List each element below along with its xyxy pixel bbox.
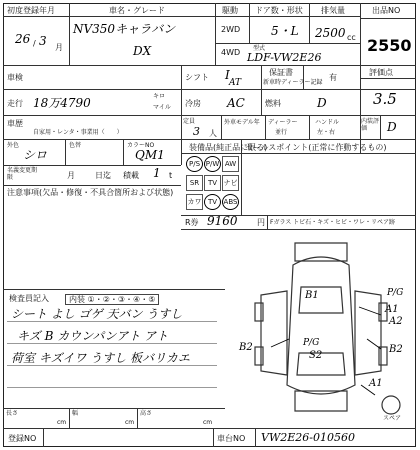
color-code-label: カラーNO (127, 142, 155, 149)
reg-month-unit: 月 (55, 43, 63, 52)
capacity-unit: 人 (209, 129, 217, 138)
divider (69, 408, 70, 428)
warranty-sub: 新車時ディーラー記録 (263, 79, 323, 86)
damage-mark-a1-rear: A1 (369, 378, 383, 389)
divider (3, 115, 360, 116)
equipment-item: ABS (222, 194, 239, 210)
dealer-label: ディーラー (268, 119, 298, 126)
damage-mark-b2-right: B2 (389, 344, 403, 355)
damage-mark-pg-right: P/G (387, 288, 404, 298)
damage-mark-b1: B1 (305, 290, 319, 301)
fuel-label: 燃料 (265, 99, 281, 108)
windshield-label: Fガラス トビ石・キズ・ヒビ・ワレ・リペア跡 (270, 219, 395, 226)
name-change-day: 日迄 (95, 171, 111, 180)
divider (215, 43, 360, 44)
inspection-class-label: 車検 (7, 73, 23, 82)
foreign-model-label: 外車モデル年 (224, 119, 260, 126)
sales-point-label: セールスポイント(正常に作動するもの) (245, 143, 387, 152)
model-label: 型式 (253, 45, 266, 52)
divider (215, 3, 216, 65)
divider (221, 115, 222, 139)
divider (213, 428, 214, 447)
inspector-note-2: キズ B カウンパンアト アト (17, 329, 169, 343)
model-value: LDF-VW2E26 (247, 51, 322, 64)
inspector-label: 検査員記入 (9, 294, 49, 303)
ruled-line (7, 343, 217, 344)
equipment-item: TV (204, 194, 221, 210)
damage-mark-a2: A2 (389, 316, 403, 327)
divider (3, 65, 416, 66)
height-label: 高さ (140, 410, 153, 417)
name-change-month: 月 (67, 171, 75, 180)
ac-label: 冷房 (185, 99, 201, 108)
damage-mark-a1-right: A1 (385, 304, 399, 315)
car-name-label: 車名・グレード (109, 6, 165, 15)
equipment-item: ナビ (222, 175, 239, 191)
doors-label: ドア数・形状 (255, 6, 303, 15)
warranty-value: 有 (329, 73, 337, 82)
lot-value: 2550 (367, 36, 412, 55)
equipment-label: 装備品(純正品に限る) (189, 143, 268, 152)
ruled-line (7, 321, 217, 322)
history-label: 車歴 (7, 119, 23, 128)
ruled-line (7, 387, 217, 388)
displacement-value: 2500 (315, 26, 346, 40)
shift-sub: AT (229, 78, 242, 88)
reg-month-value: 3 (39, 34, 47, 48)
ac-value: AC (227, 96, 245, 110)
mileage-label: 走行 (7, 99, 23, 108)
dealer-sub: 並行 (275, 129, 288, 136)
shift-label: シフト (185, 73, 209, 82)
mileage-value: 18万4790 (33, 96, 91, 110)
length-unit: cm (57, 419, 67, 426)
height-unit: cm (203, 419, 213, 426)
divider (65, 139, 66, 165)
capacity-value: 3 (193, 125, 200, 138)
car-damage-diagram (231, 235, 411, 425)
divider (261, 65, 262, 89)
equipment-item: カワ (186, 194, 203, 210)
divider (123, 139, 124, 165)
divider (43, 428, 44, 447)
auction-sheet: 初度登録年月 26 / 3 月 車名・グレード NV350キャラバン DX 駆動 2WD 4WD ドア数・形状 5・L 排気量 2500 cc 型式 LDF-VW2E26 出品NO 2550 車検 シフト I AT 保証書 新車時ディーラー記録 有 評価点 3.5 走行 18万4790 キロ マイル 冷房 AC 燃料 D 車歴 自家用・レンタ・事業用（ ） 定員 3 人 外車モデル年 ディーラー 並行 ハンドル 左・右 内装評価 D 外色 シロ 色替 カラーNO QM1 装備品(純正品に限る) セールスポイント(正常に作動するもの) 名義変更期限 月 日迄 積載 1 t 注意事項(欠品・修復・不具合箇所および状態) R券 9160 円 Fガラス トビ石・キズ・ヒビ・ワレ・リペア跡 検査員記入 内装 ①・②・③・④・⑤ シート よし ゴゲ 天バン うすし キズ B カウンパンアト アト 荷室 キズイワ うすし 板バリカエ B1 A1 A2 B2 B2 A1 P/G S2 P/G スペア 長さ cm 幅 cm 高さ cm 登録NO 車台NO VW2E26-010560 (3, 3, 416, 447)
drive-label: 駆動 (222, 6, 238, 15)
name-change-label: 名義変更期限 (7, 167, 38, 181)
divider (249, 3, 250, 43)
divider (3, 289, 225, 290)
divider (261, 89, 262, 115)
doors-value: 5・L (271, 24, 299, 38)
recycle-ticket-value: 9160 (207, 214, 238, 228)
equipment-item: TV (204, 175, 221, 191)
exterior-color-label: 外色 (7, 142, 20, 149)
interior-score-value: D (387, 120, 397, 134)
shift-value: I (225, 68, 230, 82)
equipment-item: AW (222, 156, 239, 172)
drive-2wd: 2WD (221, 25, 241, 34)
reg-date-label: 初度登録年月 (7, 6, 55, 15)
reg-year-value: 26 (15, 32, 31, 46)
inspector-note-1: シート よし ゴゲ 天バン うすし (11, 307, 183, 321)
divider (137, 408, 138, 428)
interior-grade-options: 内装 ①・②・③・④・⑤ (65, 294, 159, 305)
divider (3, 185, 181, 186)
divider (181, 229, 416, 230)
divider (69, 3, 70, 65)
lot-label: 出品NO (372, 6, 401, 15)
divider (181, 153, 416, 154)
divider (309, 115, 310, 139)
chassis-no-value: VW2E26-010560 (261, 431, 355, 444)
registration-no-label: 登録NO (8, 434, 37, 443)
handle-label: ハンドル (315, 119, 340, 126)
drive-4wd: 4WD (221, 48, 241, 57)
inspector-note-3: 荷室 キズイワ うすし 板バリカエ (11, 351, 190, 365)
score-label: 評価点 (369, 68, 393, 77)
displacement-label: 排気量 (321, 6, 345, 15)
grade-value: DX (133, 44, 152, 58)
equipment-item: P/S (186, 156, 203, 172)
color-code-value: QM1 (135, 148, 165, 162)
interior-score-label: 内装評価 (361, 118, 380, 132)
score-value: 3.5 (373, 90, 397, 108)
divider (360, 18, 416, 19)
divider (255, 428, 256, 447)
divider (360, 115, 416, 116)
mileage-unit-km: キロ (153, 93, 166, 100)
divider (3, 16, 360, 17)
damage-mark-b2-left: B2 (239, 342, 253, 353)
equipment-item: P/W (204, 156, 221, 172)
handle-sub: 左・右 (317, 129, 336, 136)
spare-tire-label: スペア (383, 415, 402, 422)
capacity-label: 定員 (183, 118, 196, 125)
ruled-line (7, 365, 217, 366)
width-label: 幅 (72, 410, 79, 417)
displacement-unit: cc (347, 33, 356, 42)
width-unit: cm (125, 419, 135, 426)
divider (360, 3, 361, 65)
divider (3, 428, 416, 429)
color-change-label: 色替 (69, 142, 82, 149)
chassis-no-label: 車台NO (217, 434, 246, 443)
load-capacity-label: 積載 (123, 171, 139, 180)
divider (3, 408, 225, 409)
equipment-item: SR (186, 175, 203, 191)
divider (309, 3, 310, 43)
warranty-label: 保証書 (269, 68, 293, 77)
exterior-color-value: シロ (23, 148, 48, 162)
load-capacity-unit: t (169, 171, 173, 180)
damage-mark-s2: S2 (309, 350, 323, 361)
recycle-ticket-unit: 円 (257, 218, 265, 227)
notes-label: 注意事項(欠品・修復・不具合箇所および状態) (7, 188, 174, 197)
divider (3, 89, 416, 90)
divider (265, 115, 266, 139)
load-capacity-value: 1 (153, 166, 161, 180)
divider (380, 115, 381, 139)
divider (267, 215, 268, 229)
mileage-unit-mile: マイル (153, 104, 171, 111)
length-label: 長さ (6, 410, 19, 417)
fuel-value: D (317, 96, 327, 110)
car-name-value: NV350キャラバン (73, 22, 176, 36)
divider (360, 78, 416, 79)
history-sub: 自家用・レンタ・事業用（ ） (33, 129, 123, 136)
damage-mark-pg-center: P/G (303, 338, 320, 348)
recycle-ticket-label: R券 (185, 218, 199, 227)
